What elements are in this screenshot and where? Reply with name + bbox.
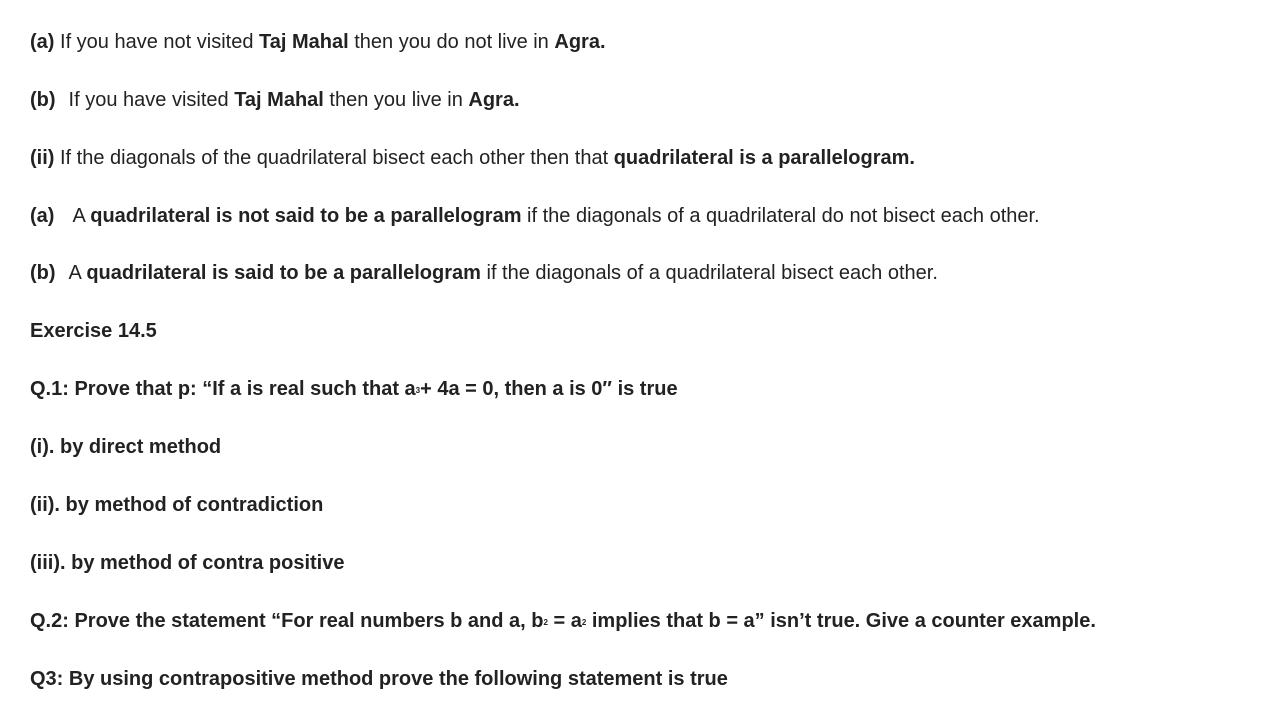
exercise-heading — [30, 319, 157, 343]
method-direct — [30, 435, 221, 459]
statement-b-visited — [30, 88, 520, 112]
item-label: (ii) — [30, 147, 55, 169]
bold-segment: Agra. — [554, 31, 606, 53]
bold-segment: Agra. — [468, 89, 520, 111]
text-segment: then you do not live in — [348, 31, 555, 53]
superscript: 2 — [543, 618, 548, 627]
bold-segment: = a — [547, 610, 582, 632]
bold-segment: (iii). by method of contra positive — [30, 552, 345, 574]
bold-segment: Q.1: Prove that p: “If a is real such that a — [30, 378, 416, 400]
heading-text: Exercise 14.5 — [30, 320, 157, 342]
bold-segment: Q3: By using contrapositive method prove the following statement is true — [30, 668, 728, 690]
method-contradiction — [30, 493, 323, 517]
text-segment: then you live in — [323, 89, 469, 111]
item-label: (b) — [30, 262, 56, 284]
superscript: 3 — [415, 386, 421, 395]
text-segment: if the diagonals of a quadrilateral do not bisect each other. — [521, 205, 1040, 227]
question-3 — [30, 667, 728, 691]
text-segment: A — [68, 262, 87, 284]
bold-segment: quadrilateral is a parallelogram. — [613, 147, 915, 169]
item-label: (a) — [30, 31, 55, 53]
question-1 — [30, 377, 678, 401]
bold-segment: quadrilateral is said to be a parallelogram — [86, 262, 481, 284]
bold-segment: implies that b = a” isn’t true. Give a counter example. — [586, 610, 1096, 632]
statement-ii-diagonals — [30, 146, 915, 170]
bold-segment: (ii). by method of contradiction — [30, 494, 324, 516]
text-segment: A — [72, 205, 91, 227]
text-segment: if the diagonals of a quadrilateral bisect each other. — [480, 262, 938, 284]
statement-a-not-parallelogram — [30, 204, 1040, 228]
statement-a-not-visited — [30, 30, 606, 54]
item-label: (b) — [30, 89, 56, 111]
bold-segment: quadrilateral is not said to be a parallelogram — [90, 205, 522, 227]
question-2 — [30, 609, 1096, 633]
method-contra-positive — [30, 551, 344, 575]
bold-segment: Taj Mahal — [259, 31, 349, 53]
bold-segment: Q.2: Prove the statement “For real numbers b and a, b — [30, 610, 544, 632]
text-segment: If the diagonals of the quadrilateral bisect each other then that — [54, 147, 614, 169]
text-segment: If you have visited — [68, 89, 235, 111]
statement-b-parallelogram — [30, 261, 938, 285]
item-label: (a) — [30, 205, 55, 227]
superscript: 2 — [581, 618, 587, 627]
bold-segment: + 4a = 0, then a is 0″ is true — [420, 378, 678, 400]
bold-segment: (i). by direct method — [30, 436, 222, 458]
bold-segment: Taj Mahal — [234, 89, 324, 111]
text-segment: If you have not visited — [54, 31, 260, 53]
